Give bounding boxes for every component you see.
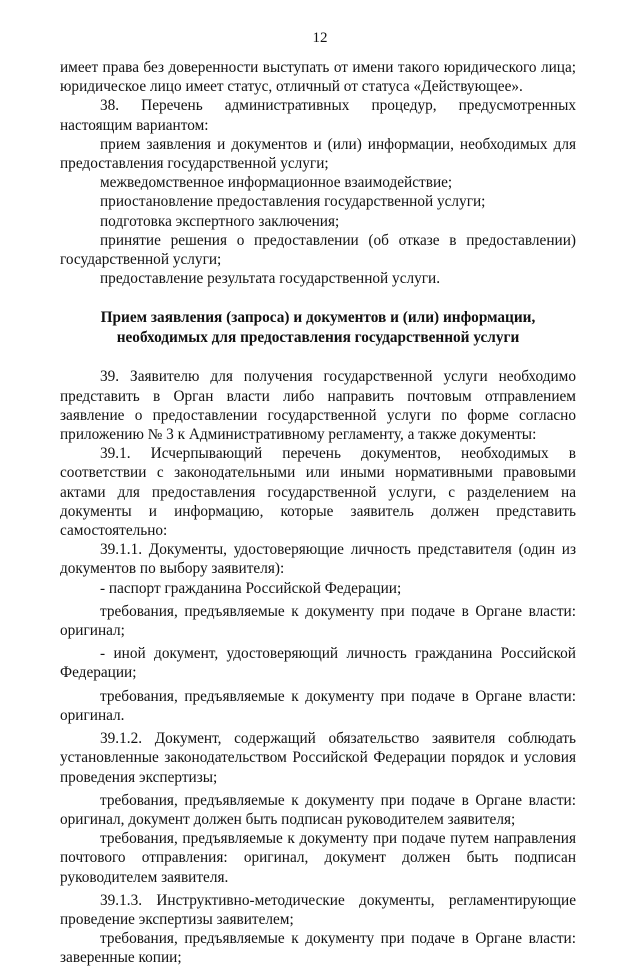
list-item: принятие решения о предоставлении (об отказе в предоставлении) государственной услуги;	[60, 231, 576, 269]
requirement: требования, предъявляемые к документу при подаче в Органе власти: оригинал;	[60, 602, 576, 640]
paragraph: 39.1. Исчерпывающий перечень документов, необходимых в соответствии с законодательными или иными нормативными правовыми актами для предоставления государственной услуги, с разделением на документы и информацию, которые заявитель должен представить самостоятельно:	[60, 445, 576, 540]
paragraph: 38. Перечень административных процедур, предусмотренных настоящим вариантом:	[60, 97, 576, 134]
paragraph: имеет права без доверенности выступать от имени такого юридического лица; юридическое лицо имеет статус, отличный от статуса «Действующее».	[60, 59, 576, 96]
requirement: требования, предъявляемые к документу при подаче путем направления почтового отправления: оригинал, документ должен быть подписан руководителем заявителя.	[60, 830, 576, 886]
list-item: - паспорт гражданина Российской Федерации;	[100, 579, 402, 597]
paragraph: 39.1.3. Инструктивно-методические документы, регламентирующие проведение экспертизы заявителем;	[60, 891, 576, 928]
list-item: - иной документ, удостоверяющий личность гражданина Российской Федерации;	[60, 645, 576, 682]
list-item: предоставление результата государственной услуги.	[100, 270, 441, 288]
list-item: межведомственное информационное взаимодействие;	[100, 174, 453, 192]
requirement: требования, предъявляемые к документу при подаче в Органе власти: оригинал.	[60, 687, 576, 724]
requirement: требования, предъявляемые к документу при подаче в Органе власти: оригинал, документ должен быть подписан руководителем заявителя;	[60, 791, 576, 828]
paragraph: 39.1.1. Документы, удостоверяющие личность представителя (один из документов по выбору заявителя):	[60, 541, 576, 578]
paragraph: 39.1.2. Документ, содержащий обязательство заявителя соблюдать установленные законодательством Российской Федерации порядок и условия проведения экспертизы;	[60, 730, 576, 786]
document-body	[60, 58, 576, 968]
paragraph: 39. Заявителю для получения государственной услуги необходимо представить в Орган власти либо направить почтовым отправлением заявление о предоставлении государственной услуги по форме согласно приложению № 3 к Административному регламенту, а также документы:	[60, 368, 576, 444]
section-heading	[60, 308, 576, 348]
page-number: 12	[312, 30, 328, 46]
section-heading-line1: Прием заявления (запроса) и документов и (или) информации,	[100, 309, 536, 327]
list-item: приостановление предоставления государственной услуги;	[100, 193, 486, 211]
requirement: требования, предъявляемые к документу при подаче в Органе власти: заверенные копии;	[60, 930, 576, 967]
list-item: прием заявления и документов и (или) информации, необходимых для предоставления государственной услуги;	[60, 135, 576, 173]
section-heading-line2: необходимых для предоставления государственной услуги	[116, 329, 520, 347]
list-item: подготовка экспертного заключения;	[100, 212, 340, 230]
